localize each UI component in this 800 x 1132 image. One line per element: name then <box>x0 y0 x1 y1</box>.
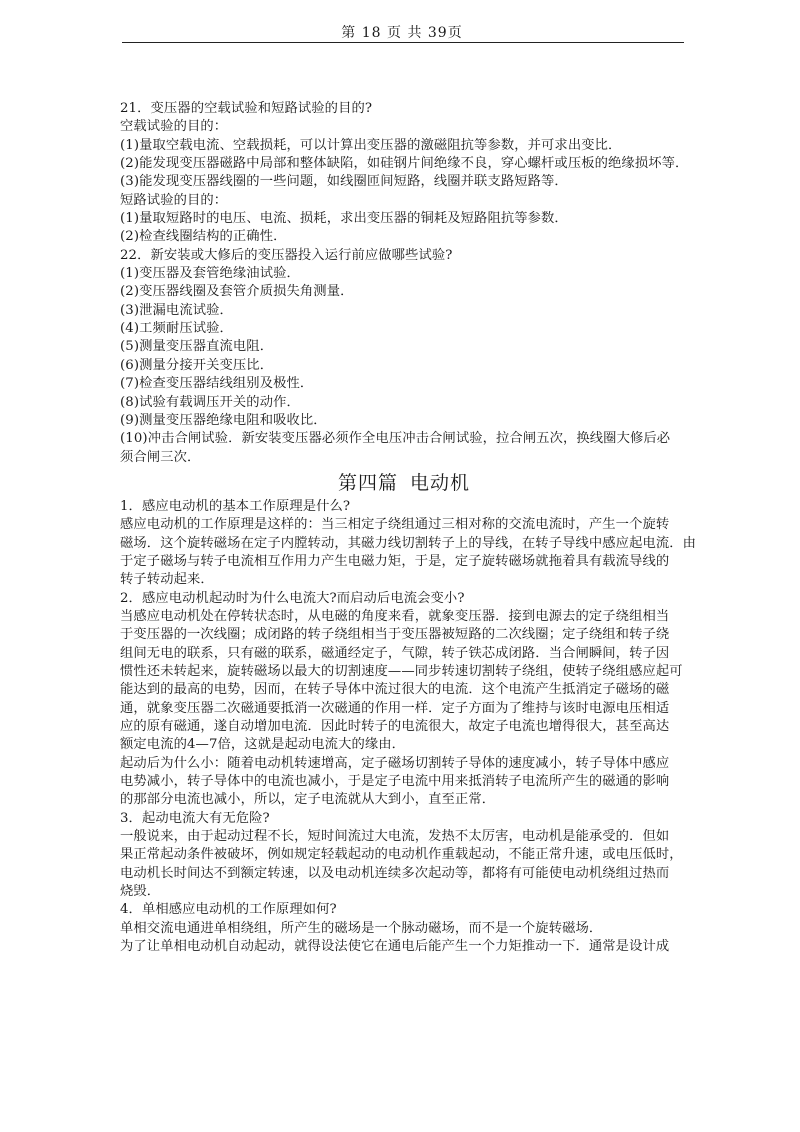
text-line: (5)测量变压器直流电阻． <box>120 339 274 355</box>
text-line: 于定子磁场与转子电流相互作用力产生电磁力矩，于是，定子旋转磁场就拖着具有载流导线的 <box>120 553 670 569</box>
text-line: 于变压器的一次线圈；成闭路的转子绕组相当于变压器被短路的二次线圈；定子绕组和转子绕 <box>120 627 670 643</box>
text-line: (2)变压器线圈及套管介质损失角测量． <box>120 284 354 300</box>
text-line: 3．起动电流大有无危险? <box>120 810 270 826</box>
text-line: 能达到的最高的电势，因而，在转子导体中流过很大的电流．这个电流产生抵消定子磁场的磁 <box>120 682 670 698</box>
text-line: (6)测量分接开关变压比． <box>120 357 274 373</box>
text-line: 1．感应电动机的基本工作原理是什么? <box>120 498 351 514</box>
motor-section <box>120 498 700 957</box>
transformer-tests-section <box>120 100 700 467</box>
text-line: (10)冲击合闸试验．新安装变压器必须作全电压冲击合闸试验，拉合闸五次，换线圈大修后必 <box>120 431 671 447</box>
text-line: 当感应电动机处在停转状态时，从电磁的角度来看，就象变压器．接到电源去的定子绕组相当 <box>120 608 670 624</box>
text-line: 单相交流电通进单相绕组，所产生的磁场是一个脉动磁场，而不是一个旋转磁场． <box>120 920 603 936</box>
document-body <box>120 100 700 956</box>
text-line: 一般说来，由于起动过程不长，短时间流过大电流，发热不太厉害，电动机是能承受的．但如 <box>120 829 670 845</box>
text-line: 空载试验的目的： <box>120 119 228 135</box>
text-line: (9)测量变压器绝缘电阻和吸收比． <box>120 412 327 428</box>
text-line: (1)变压器及套管绝缘油试验． <box>120 266 300 282</box>
text-line: (1)量取短路时的电压、电流、损耗，求出变压器的铜耗及短路阻抗等参数． <box>120 211 568 227</box>
text-line: 烧毁． <box>120 884 161 900</box>
text-line: (8)试验有载调压开关的动作． <box>120 394 300 410</box>
text-line: (1)量取空载电流、空载损耗，可以计算出变压器的激磁阻抗等参数，并可求出变比． <box>120 137 622 153</box>
section-name: 电动机 <box>410 471 471 494</box>
text-line: 22．新安装或大修后的变压器投入运行前应做哪些试验? <box>120 247 453 263</box>
text-line: 4．单相感应电动机的工作原理如何? <box>120 902 337 918</box>
text-line: (3)能发现变压器线圈的一些问题，如线圈匝间短路，线圈并联支路短路等． <box>120 174 568 190</box>
text-line: 电动机长时间达不到额定转速，以及电动机连续多次起动等，都将有可能使电动机绕组过热而 <box>120 865 670 881</box>
text-line: 惯性还未转起来，旋转磁场以最大的切割速度——同步转速切割转子绕组，使转子绕组感应起可 <box>120 663 683 679</box>
text-line: 电势减小，转子导体中的电流也减小，于是定子电流中用来抵消转子电流所产生的磁通的影响 <box>120 774 670 790</box>
text-line: 组间无电的联系，只有磁的联系，磁通经定子，气隙，转子铁芯成闭路．当合闸瞬间，转子因 <box>120 645 670 661</box>
text-line: 果正常起动条件被破坏，例如规定轻载起动的电动机作重载起动，不能正常升速，或电压低时， <box>120 847 683 863</box>
text-line: 应的原有磁通，遂自动增加电流．因此时转子的电流很大，故定子电流也增得很大，甚至高达 <box>120 719 670 734</box>
section-title <box>120 470 700 496</box>
header-rule <box>122 42 684 43</box>
text-line: (4)工频耐压试验． <box>120 321 233 337</box>
text-line: 短路试验的目的： <box>120 192 228 208</box>
text-line: 为了让单相电动机自动起动，就得设法使它在通电后能产生一个力矩推动一下．通常是设计成 <box>120 939 670 955</box>
section-part: 第四篇 <box>337 471 398 494</box>
text-line: 起动后为什么小：随着电动机转速增高，定子磁场切割转子导体的速度减小，转子导体中感应 <box>120 755 670 771</box>
text-line: 磁场．这个旋转磁场在定子内膛转动，其磁力线切割转子上的导线，在转子导线中感应起电流．由 <box>120 535 697 551</box>
page-header: 第 18 页 共 39页 <box>341 25 463 41</box>
text-line: (7)检查变压器结线组别及极性． <box>120 376 314 392</box>
text-line: 21．变压器的空载试验和短路试验的目的? <box>120 101 373 116</box>
text-line: (2)能发现变压器磁路中局部和整体缺陷，如硅钢片间绝缘不良，穿心螺杆或压板的绝缘损坏等． <box>120 156 689 172</box>
text-line: 2．感应电动机起动时为什么电流大?而启动后电流会变小? <box>120 590 465 606</box>
text-line: 的那部分电流也减小，所以，定子电流就从大到小，直至正常． <box>120 792 496 808</box>
text-line: 须合闸三次． <box>120 449 201 465</box>
text-line: 通，就象变压器二次磁通要抵消一次磁通的作用一样．定子方面为了维持与该时电源电压相适 <box>120 700 670 716</box>
text-line: 转子转动起来． <box>120 572 214 588</box>
text-line: (3)泄漏电流试验． <box>120 302 233 318</box>
text-line: 额定电流的4—7倍，这就是起动电流大的缘由． <box>120 737 406 753</box>
text-line: 感应电动机的工作原理是这样的：当三相定子绕组通过三相对称的交流电流时，产生一个旋转 <box>120 517 670 533</box>
text-line: (2)检查线圈结构的正确性． <box>120 229 287 245</box>
